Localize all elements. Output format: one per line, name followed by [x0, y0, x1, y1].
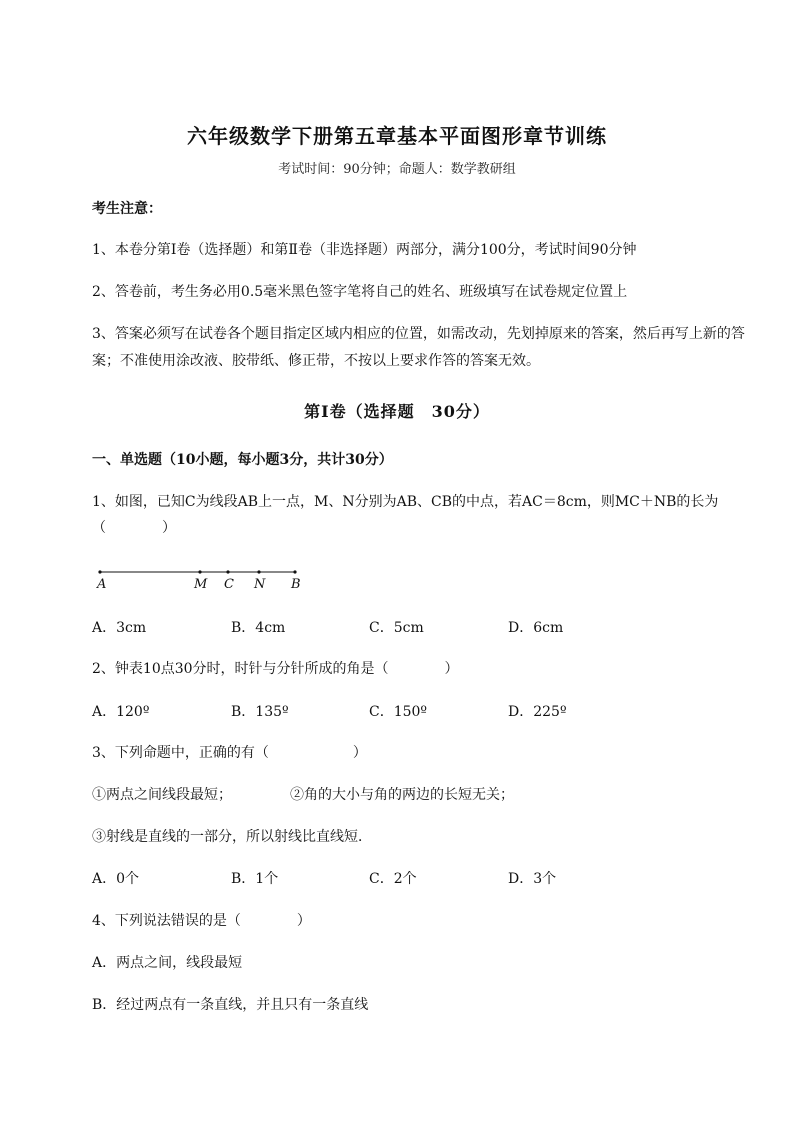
question-3-statement-3: ③射线是直线的一部分，所以射线比直线短．: [92, 829, 372, 845]
label-m: M: [194, 577, 208, 592]
label-b: B: [291, 577, 301, 592]
question-2-option-d[interactable]: D．225º: [508, 704, 567, 720]
notice-item-3: 3、答案必须写在试卷各个题目指定区域内相应的位置，如需改动，先划掉原来的答案，然后再写上新的答案；不准使用涂改液、胶带纸、修正带，不按以上要求作答的答案无效。: [92, 326, 745, 369]
question-3-stem: 3、下列命题中，正确的有（ ）: [92, 745, 367, 761]
point-b: [293, 570, 296, 573]
section-title: 第I卷（选择题 30分）: [304, 402, 490, 421]
point-a: [98, 570, 101, 573]
point-n: [257, 570, 260, 573]
question-2-option-b[interactable]: B．135º: [231, 704, 289, 720]
exam-subtitle: 考试时间：90分钟；命题人：数学教研组: [278, 162, 516, 177]
question-1-option-c[interactable]: C．5cm: [369, 620, 424, 636]
exam-title: 六年级数学下册第五章基本平面图形章节训练: [187, 124, 607, 148]
question-3-option-d[interactable]: D．3个: [508, 871, 557, 887]
notice-item-2: 2、答卷前，考生务必用0.5毫米黑色签字笔将自己的姓名、班级填写在试卷规定位置上: [92, 284, 628, 300]
point-c: [226, 570, 229, 573]
part-heading: 一、单选题（10小题，每小题3分，共计30分）: [92, 452, 393, 468]
question-3-option-b[interactable]: B．1个: [231, 871, 279, 887]
question-1-option-a[interactable]: A．3cm: [92, 620, 147, 636]
question-2-option-c[interactable]: C．150º: [369, 704, 428, 720]
question-4-stem: 4、下列说法错误的是（ ）: [92, 913, 311, 929]
label-n: N: [254, 577, 266, 592]
segment-diagram: [92, 560, 312, 596]
question-3-statement-2: ②角的大小与角的两边的长短无关；: [290, 787, 514, 803]
notice-item-1: 1、本卷分第I卷（选择题）和第Ⅱ卷（非选择题）两部分，满分100分，考试时间90分钟: [92, 242, 637, 258]
label-c: C: [224, 577, 234, 592]
question-1-option-b[interactable]: B．4cm: [231, 620, 286, 636]
point-m: [198, 570, 201, 573]
question-4-option-a[interactable]: A．两点之间，线段最短: [92, 955, 243, 971]
notice-heading: 考生注意：: [92, 201, 162, 217]
question-4-option-b[interactable]: B．经过两点有一条直线，并且只有一条直线: [92, 997, 369, 1013]
label-a: A: [97, 577, 107, 592]
question-3-option-a[interactable]: A．0个: [92, 871, 140, 887]
question-3-option-c[interactable]: C．2个: [369, 871, 417, 887]
question-1-stem: 1、如图，已知C为线段AB上一点，M、N分别为AB、CB的中点，若AC＝8cm，则MC＋NB的长为: [92, 494, 719, 510]
question-2-stem: 2、钟表10点30分时，时针与分针所成的角是（ ）: [92, 661, 459, 677]
question-2-option-a[interactable]: A．120º: [92, 704, 150, 720]
question-1-option-d[interactable]: D．6cm: [508, 620, 564, 636]
question-3-statement-1: ①两点之间线段最短；: [92, 787, 232, 803]
question-1-blank: （ ）: [92, 520, 176, 536]
question-1-figure: [92, 560, 312, 596]
